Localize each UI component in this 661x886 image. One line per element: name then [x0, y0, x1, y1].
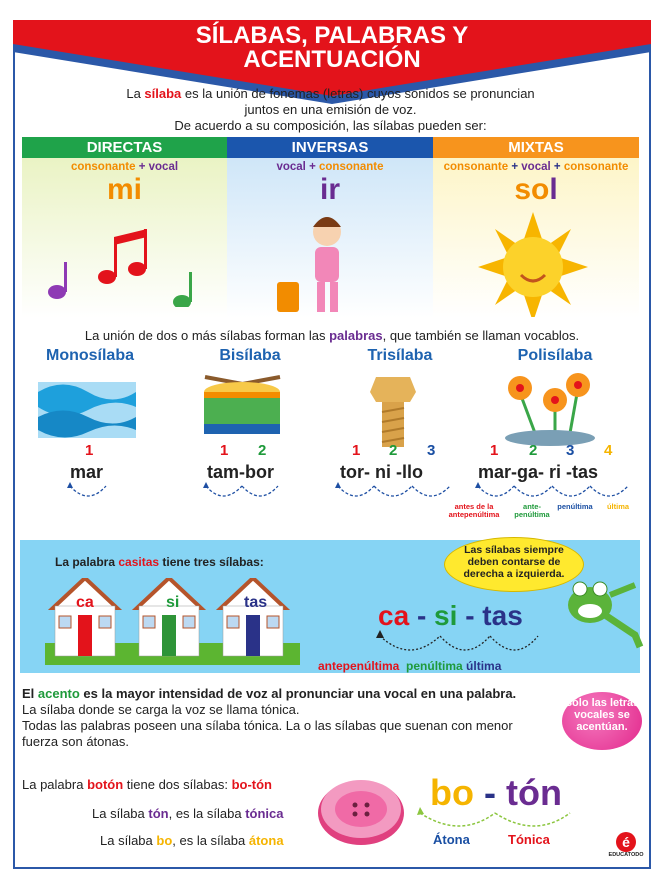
word-margaritas: mar-ga- ri -tas: [478, 462, 599, 482]
label-penultima: penúltima: [557, 502, 593, 511]
house-label-tas: tas: [244, 594, 268, 611]
syllable-number: 1: [490, 442, 499, 459]
syllable-number: 2: [258, 442, 267, 459]
acento-block: [22, 686, 557, 750]
title-line-2: ACENTUACIÓN: [243, 46, 421, 73]
house-label-si: si: [166, 594, 180, 611]
educatodo-logo: é EDUCATODO: [608, 834, 644, 858]
boton-line-2: La sílaba tón, es la sílaba tónica: [92, 806, 284, 821]
example-sol: so: [514, 173, 550, 206]
type-bisilaba: Bisílaba: [219, 347, 281, 364]
col-mixtas: consonante + vocal + consonante sol: [433, 158, 639, 318]
acento-atonas: Todas las palabras poseen una sílaba tónica. La o las sílabas que suenan con menor fuerza son átonas.: [22, 718, 513, 749]
button-icon: [315, 775, 407, 847]
type-polisilaba: Polisílaba: [517, 347, 593, 364]
intro-block: [40, 86, 621, 134]
casitas-split: ca - si - tas: [378, 600, 523, 631]
col-inversas: vocal + consonante ir: [227, 158, 433, 318]
syllable-number: 1: [85, 442, 94, 459]
drum-icon: [200, 372, 285, 444]
col-directas: consonante + vocal mi: [22, 158, 227, 318]
label-atona: Átona: [433, 832, 470, 847]
word-tambor: tam-bor: [207, 462, 274, 482]
words-intro: La unión de dos o más sílabas forman las palabras, que también se llaman vocablos.: [84, 328, 580, 343]
syllable-number: 4: [604, 442, 613, 459]
word-mar: mar: [70, 462, 104, 482]
sea-waves-icon: [38, 372, 138, 440]
girl-with-suitcase-icon: [227, 207, 433, 317]
casitas-intro: La palabra casitas tiene tres sílabas:: [55, 555, 264, 569]
casitas-arcs: [370, 630, 550, 662]
music-notes-icon: [22, 207, 227, 307]
intro-composition: De acuerdo a su composición, las sílabas pueden ser:: [174, 118, 487, 133]
syllable-number: 3: [427, 442, 436, 459]
example-mi: mi: [106, 173, 142, 206]
col-inversas-header: INVERSAS: [227, 137, 433, 158]
label-ultima: última: [606, 502, 630, 511]
intro-definition: La sílaba es la unión de fonemas (letras) cuyos sonidos se pronuncian juntos en una emisión de voz.: [126, 86, 535, 117]
syllable-number: 3: [566, 442, 575, 459]
type-trisilaba: Trisílaba: [367, 347, 433, 364]
boton-line-3: La sílaba bo, es la sílaba átona: [100, 833, 284, 848]
boton-arcs: [415, 805, 575, 835]
col-directas-header: DIRECTAS: [22, 137, 227, 158]
label-antepenultima: ante- penúltima: [514, 502, 550, 519]
flowers-icon: [500, 368, 600, 448]
type-monosilaba: Monosílaba: [45, 347, 134, 364]
frog-icon: [555, 575, 645, 650]
example-ir: ir: [319, 173, 340, 206]
acento-definition: El acento es la mayor intensidad de voz al pronunciar una vocal en una palabra.: [22, 686, 517, 701]
speech-bubble: Las sílabas siempre deben contarse de derecha a izquierda.: [444, 537, 584, 592]
label-tonica: Tónica: [508, 832, 550, 847]
col-mixtas-header: MIXTAS: [433, 137, 639, 158]
boton-split: bo - tón: [430, 772, 562, 813]
syllable-number: 2: [529, 442, 538, 459]
acento-tonica: La sílaba donde se carga la voz se llama tónica.: [22, 702, 300, 717]
word-tornillo: tor- ni -llo: [340, 462, 423, 482]
title-line-1: SÍLABAS, PALABRAS Y: [195, 22, 469, 49]
syllable-number: 1: [352, 442, 361, 459]
boton-line-1: La palabra botón tiene dos sílabas: bo-tón: [22, 777, 272, 792]
vowels-note-badge: Sólo las letras vocales se acentúan.: [562, 692, 642, 750]
houses-illustration: [45, 578, 305, 668]
house-label-ca: ca: [76, 594, 94, 611]
sun-icon: [433, 207, 639, 317]
casitas-positions: antepenúltima penúltima última: [318, 659, 502, 673]
label-antes-antepenultima: antes de la antepenúltima: [448, 502, 500, 519]
screw-icon: [368, 372, 418, 452]
syllable-number: 2: [389, 442, 398, 459]
syllable-number: 1: [220, 442, 229, 459]
